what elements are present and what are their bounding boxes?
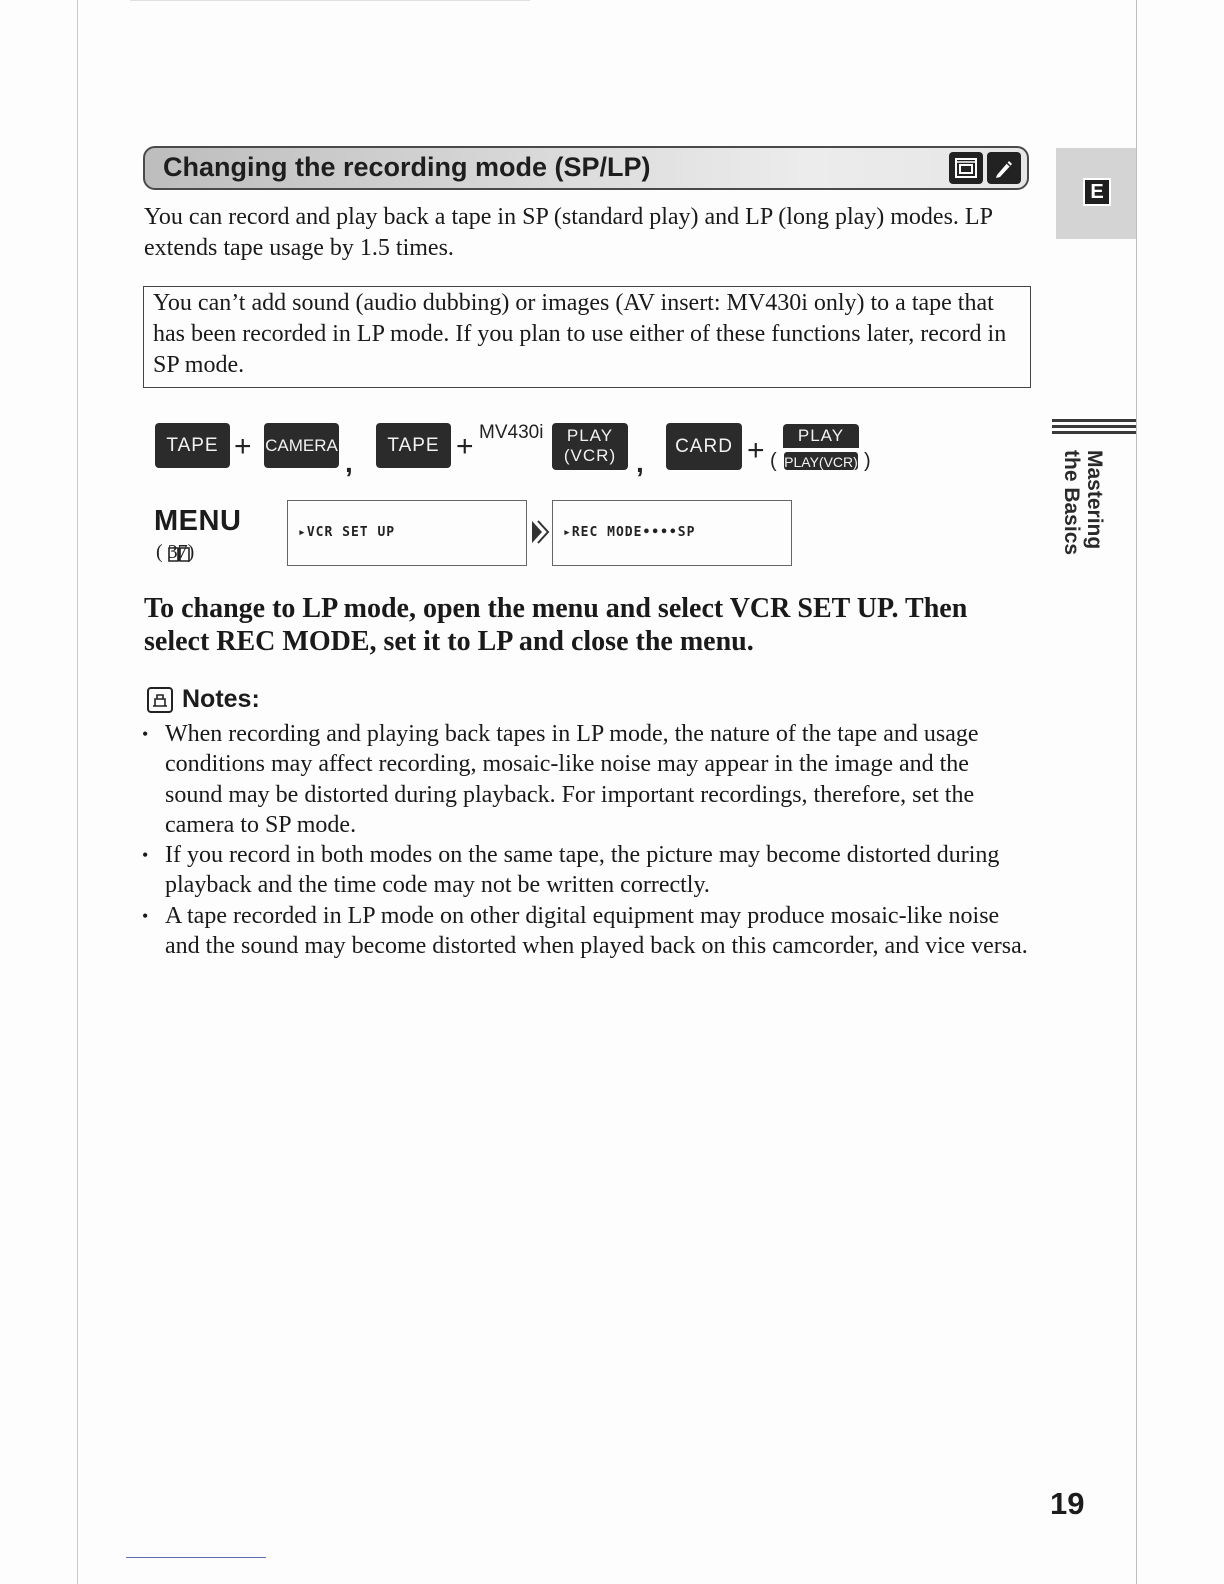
mode-icons <box>949 152 1021 184</box>
list-item: • If you record in both modes on the same tape, the picture may become distorted during playback and the time code may not be written correctly. <box>142 842 1000 899</box>
close-paren: ) <box>864 450 871 472</box>
menu-screen-vcr-set-up: ▸VCR SET UP <box>287 500 527 566</box>
footer-rule <box>126 1557 266 1558</box>
caution-text: You can’t add sound (audio dubbing) or images (AV insert: MV430i only) to a tape that has been recorded in LP mode. If you plan to use either of these functions later, record in SP mode. <box>153 290 1007 378</box>
chapter-label <box>1054 450 1106 570</box>
camera-button: CAMERA <box>264 423 339 468</box>
page-number: 19 <box>1050 1486 1085 1521</box>
page-edge <box>130 0 530 1</box>
list-item: • When recording and playing back tapes in LP mode, the nature of the tape and usage conditions may affect recording, mosaic-like noise may appear in the image and the sound may be distorted during playback. For important recordings, therefore, set the camera to SP mode. <box>142 721 979 838</box>
open-paren: ( <box>770 450 777 472</box>
card-button: CARD <box>666 423 742 470</box>
page-edge <box>77 0 78 1584</box>
play-vcr-position-label: PLAY(VCR) <box>783 451 859 471</box>
instruction-text: To change to LP mode, open the menu and select VCR SET UP. Then select REC MODE, set it to LP and close the menu. <box>144 593 968 657</box>
tape-button: TAPE <box>155 423 230 468</box>
play-button: PLAY <box>783 424 859 448</box>
menu-label: MENU <box>154 505 242 537</box>
camera-pen-icon <box>987 152 1021 184</box>
page-edge <box>1136 0 1137 1584</box>
menu-screen-rec-mode: ▸REC MODE••••SP <box>552 500 792 566</box>
cassette-icon <box>949 152 983 184</box>
page-reference <box>156 541 194 564</box>
plus-sign: + <box>747 434 765 467</box>
section-header <box>143 146 1029 190</box>
section-title: Changing the recording mode (SP/LP) <box>163 152 651 182</box>
tape-button: TAPE <box>376 423 451 468</box>
chapter-tab <box>1056 148 1136 239</box>
comma-separator: , <box>636 447 644 478</box>
comma-separator: , <box>345 447 353 478</box>
play-vcr-button: PLAY (VCR) <box>552 423 628 470</box>
plus-sign: + <box>456 430 474 463</box>
notes-heading-text: Notes: <box>182 685 260 713</box>
chapter-label-line2: the Basics <box>1060 450 1083 556</box>
list-item: • A tape recorded in LP mode on other digital equipment may produce mosaic-like noise and the sound may become distorted when played back on this camcorder, and vice versa. <box>142 902 1028 960</box>
book-icon <box>168 545 190 561</box>
side-rule-lines <box>1052 419 1136 437</box>
next-arrow-icon <box>530 519 550 545</box>
language-tab-letter: E <box>1083 178 1111 206</box>
page-reference-text: ( 37) <box>156 541 195 563</box>
notes-heading <box>146 685 260 714</box>
intro-paragraph: You can record and play back a tape in SP (standard play) and LP (long play) modes. LP extends tape usage by 1.5 times. <box>144 204 993 261</box>
chapter-label-line1: Mastering <box>1083 450 1106 550</box>
notes-list <box>142 719 1032 961</box>
plus-sign: + <box>234 430 252 463</box>
note-icon <box>146 686 174 714</box>
caution-box <box>143 286 1031 388</box>
model-label: MV430i <box>479 422 544 443</box>
